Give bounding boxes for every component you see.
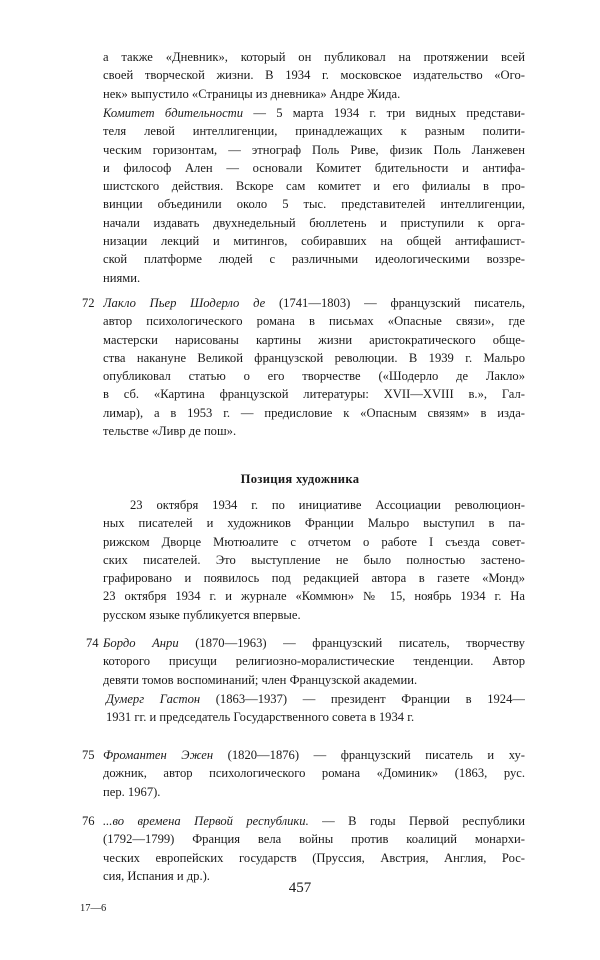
text-line: (1792—1799) Франция вела войны против коалиций монархи- (103, 832, 525, 847)
text-line: 23 октября 1934 г. и журнале «Коммюн» № 15, ноябрь 1934 г. На (103, 589, 525, 604)
text-line: графировано и появилось под редакцией автора в газете «Монд» (103, 571, 525, 586)
text-line: опубликовал статью о его творчестве («Шодерло де Лакло» (103, 369, 525, 384)
text-line: низации лекций и митингов, собиравших на общей антифашист- (103, 234, 525, 249)
note-number: 74 (86, 636, 99, 650)
note-text: (1870—1963) — французский писатель, творчеству (178, 636, 525, 650)
note-text: (1820—1876) — французский писатель и ху- (213, 748, 525, 762)
note-number: 72 (82, 296, 95, 310)
text-line: ческим горизонтам, — этнограф Поль Риве, физик Поль Ланжевен (103, 142, 525, 157)
text-line (103, 812, 525, 830)
note-75 (103, 746, 525, 801)
paragraph-intro (103, 496, 525, 624)
text-line: тельстве «Ливр де пош». (103, 424, 237, 439)
text-line: лимар), а в 1953 г. — предисловие к «Опасным связям» в изда- (103, 405, 525, 420)
note-term: ...во времена Первой республики. (103, 814, 309, 828)
text-line: 1931 гг. и председатель Государственного совета в 1934 г. (106, 710, 415, 725)
text-line: пер. 1967). (103, 784, 161, 799)
text-line (103, 746, 525, 764)
text-line: 23 октября 1934 г. по инициативе Ассоциации революцион- (130, 498, 525, 512)
note-72 (103, 294, 525, 440)
text-line (103, 634, 525, 652)
note-number: 75 (82, 748, 95, 762)
text-line: рижском Дворце Мютюалите с отчетом о работе I съезда совет- (103, 534, 525, 549)
text-line: ства накануне Великой французской революции. В 1939 г. Мальро (103, 350, 525, 365)
text-line: ных писателей и художников Франции Мальро выступил в па- (103, 516, 525, 531)
text-line: русском языке публикуется впервые. (103, 607, 301, 622)
text-line: дожник, автор психологического романа «Доминик» (1863, рус. (103, 766, 525, 781)
text-line: своей творческой жизни. В 1934 г. московское издательство «Ого- (103, 68, 525, 83)
note-text: (1741—1803) — французский писатель, (265, 296, 525, 310)
text-line: теля левой интеллигенции, принадлежащих к разным полити- (103, 124, 525, 139)
text-line: а также «Дневник», который он публиковал на протяжении всей (103, 50, 525, 64)
note-term: Лакло Пьер Шодерло де (103, 296, 266, 310)
note-76 (103, 812, 525, 885)
note-74 (103, 634, 525, 689)
text-line (103, 294, 525, 312)
text-line: сия, Испания и др.). (103, 868, 210, 883)
section-title: Позиция художника (240, 472, 360, 486)
text-line: ческих европейских государств (Пруссия, Австрия, Англия, Рос- (103, 850, 525, 865)
text-line: девяти томов воспоминаний; член Французской академии. (103, 672, 418, 687)
text-line: ской платформе людей с различными идеологическими воззре- (103, 252, 525, 267)
note-term: Комитет бдительности (103, 106, 244, 120)
note-doumergue (103, 690, 525, 727)
note-term: Фромантен Эжен (103, 748, 214, 762)
paragraph-diary (103, 48, 525, 103)
text-line (103, 690, 525, 708)
text-line: автор психологического романа в письмах «Опасные связи», где (103, 314, 525, 329)
paragraph-committee (103, 104, 525, 287)
text-line: ниями. (103, 270, 141, 285)
note-term: Думерг Гастон (106, 692, 201, 706)
text-line: ских писателей. Это выступление не было полностью застено- (103, 552, 525, 567)
text-line: и философ Ален — основали Комитет бдительности и антифа- (103, 160, 525, 175)
page-number: 457 (288, 880, 312, 896)
text-line: мастерски нарисованы картины жизни аристократического обще- (103, 332, 525, 347)
note-text: — 5 марта 1934 г. три видных представи- (243, 106, 525, 120)
text-line: начали издавать двухнедельный бюллетень и приступили к орга- (103, 215, 525, 230)
text-line (103, 104, 525, 122)
text-line: винции объединили около 5 тыс. представителей интеллигенции, (103, 197, 525, 212)
text-line: шистского действия. Вскоре сам комитет и его филиалы в про- (103, 179, 525, 194)
note-term: Бордо Анри (103, 636, 179, 650)
note-number: 76 (82, 814, 95, 828)
text-line: в сб. «Картина французской литературы: XVII—XVIII в.», Гал- (103, 387, 525, 402)
note-text: — В годы Первой республики (308, 814, 525, 828)
printer-signature: 17—6 (80, 903, 107, 914)
text-line: нек» выпустило «Страницы из дневника» Андре Жида. (103, 86, 401, 101)
note-text: (1863—1937) — президент Франции в 1924— (200, 692, 525, 706)
text-line: которого присущи религиозно-моралистические тенденции. Автор (103, 654, 525, 669)
